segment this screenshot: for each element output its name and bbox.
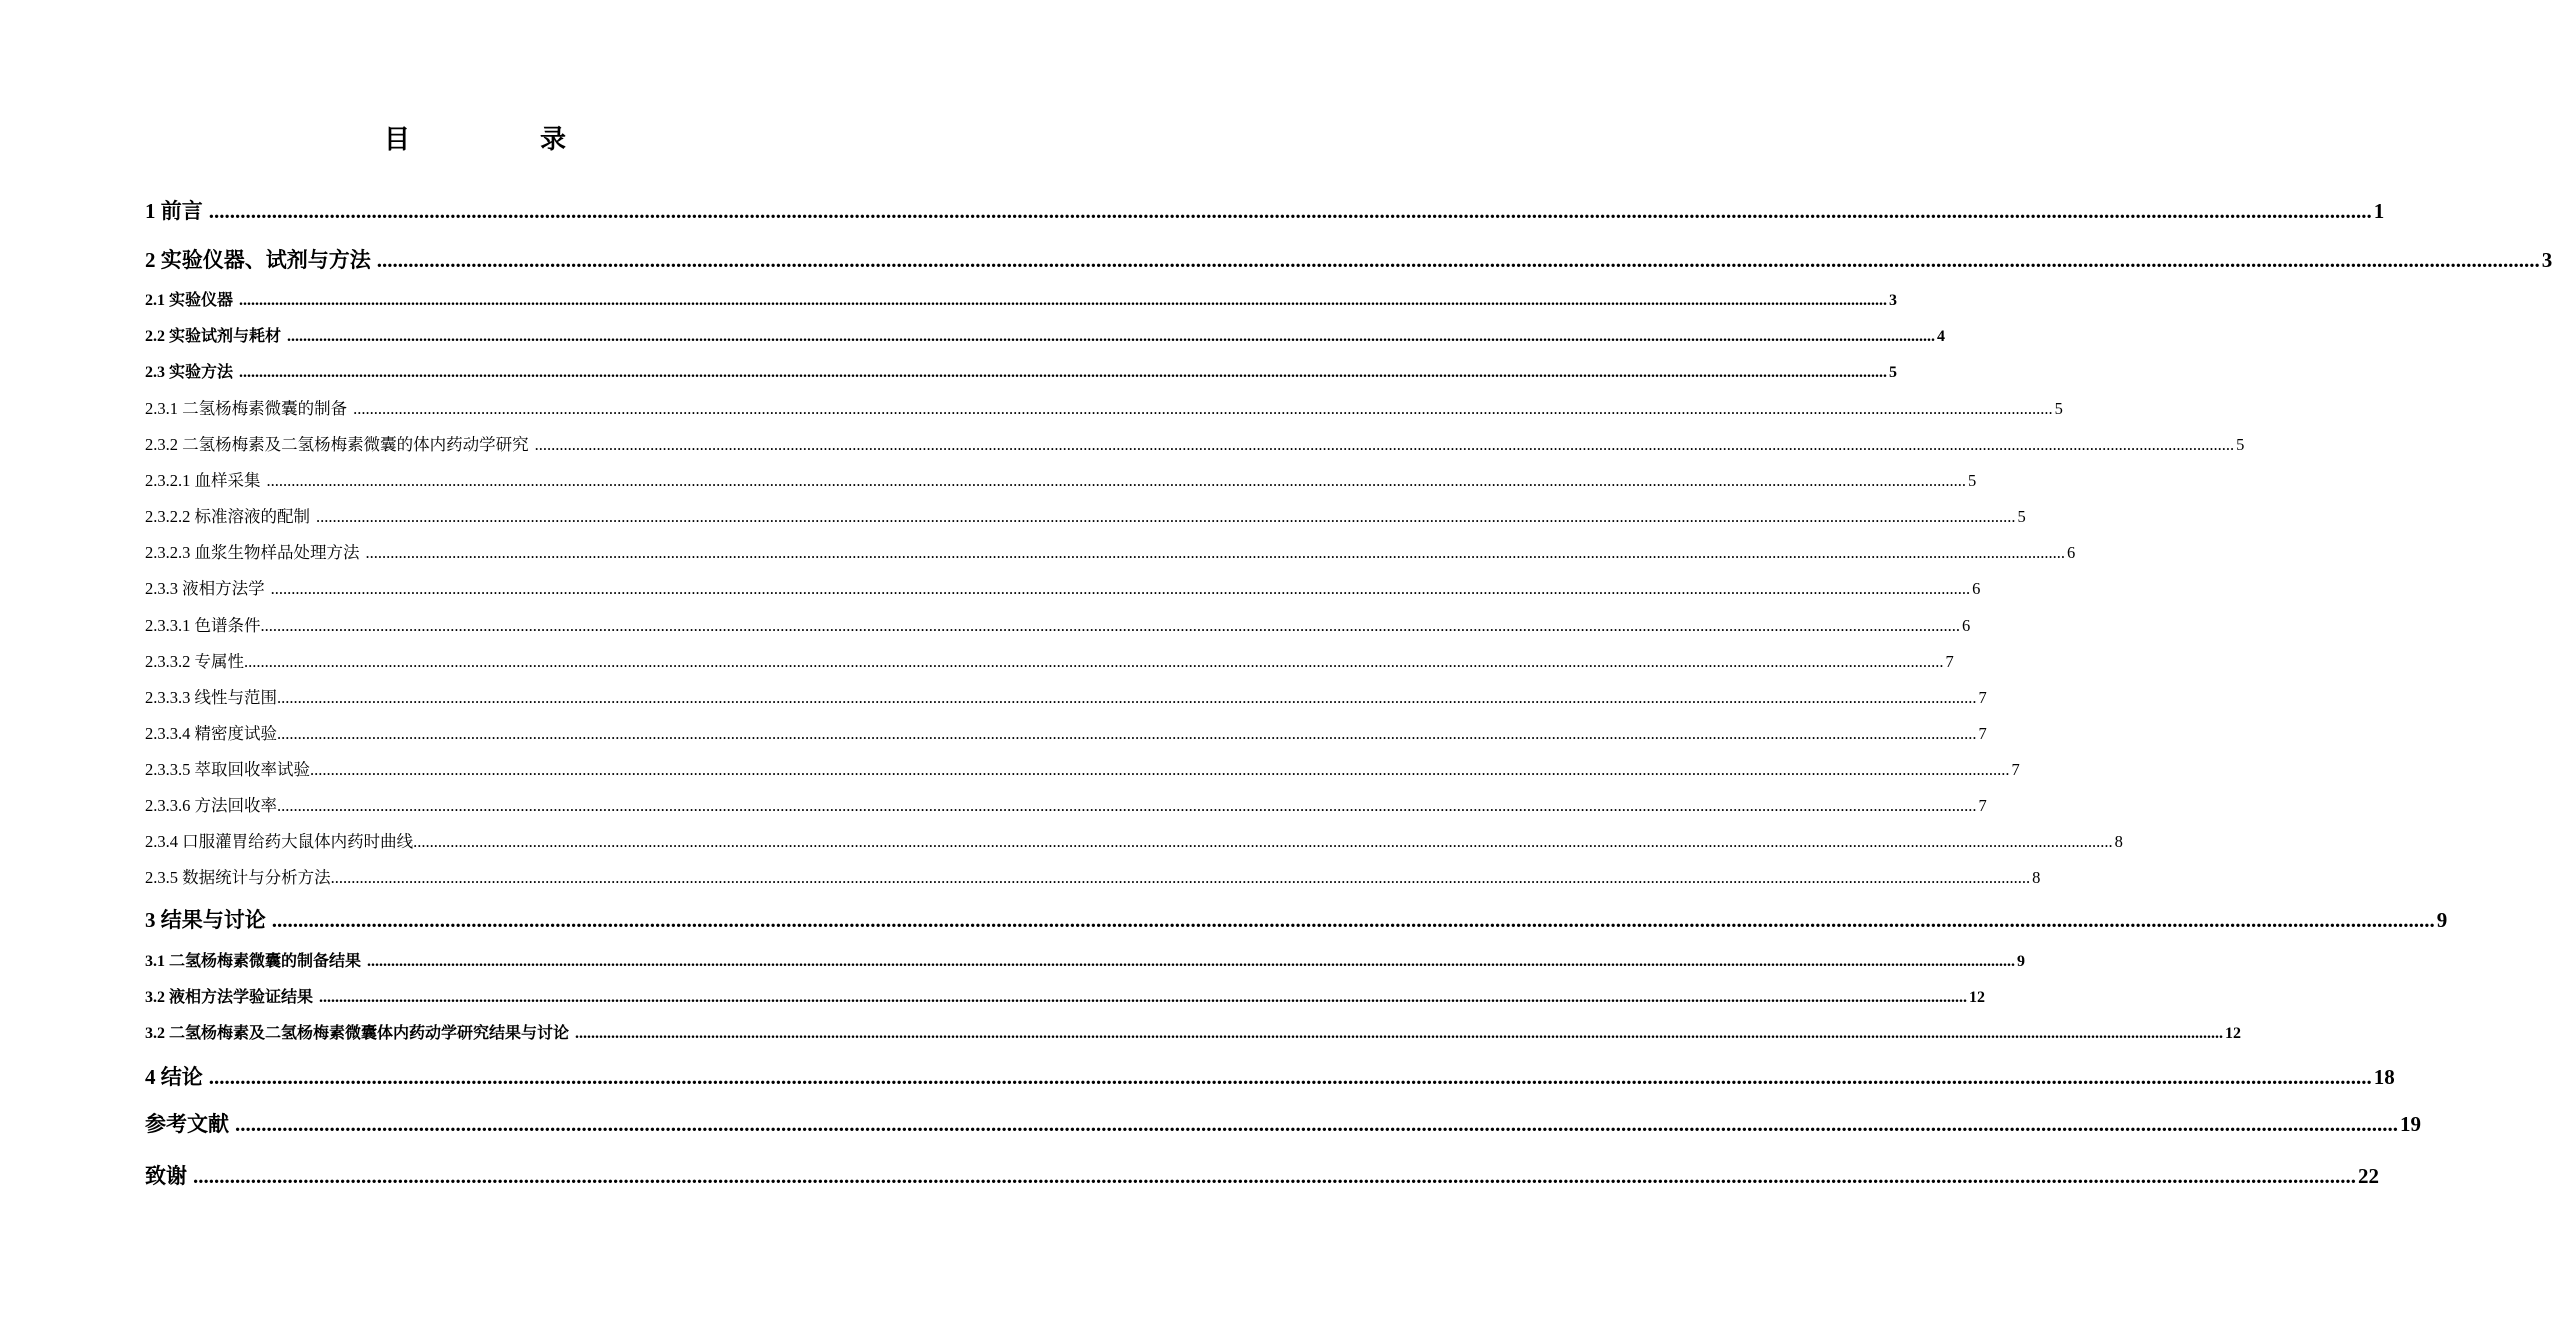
toc-entry-acknowledgements[interactable] bbox=[145, 1161, 2379, 1191]
toc-entry-2-3-3-3[interactable] bbox=[145, 686, 1987, 710]
dot-leader: ............................................................................................................................................................................................................................................................................................................................................................................................................................ bbox=[271, 908, 2435, 932]
toc-entry-2-3[interactable] bbox=[145, 361, 1898, 385]
toc-entry-2-1[interactable] bbox=[145, 289, 1898, 313]
toc-page-number: 5 bbox=[2236, 435, 2245, 454]
toc-page-number: 9 bbox=[2436, 908, 2448, 932]
toc-entry-4[interactable] bbox=[145, 1062, 2395, 1092]
toc-entry-2-2[interactable] bbox=[145, 325, 1946, 349]
toc-entry-3-2[interactable] bbox=[145, 986, 1986, 1010]
toc-entry-references[interactable] bbox=[145, 1109, 2421, 1139]
toc-page-number: 22 bbox=[2358, 1164, 2379, 1188]
toc-entry-1[interactable] bbox=[145, 196, 2385, 226]
toc-label: 2.3 实验方法 bbox=[145, 364, 234, 381]
toc-label: 1 前言 bbox=[145, 199, 203, 223]
toc-label: 2.3.3 液相方法学 bbox=[145, 579, 265, 598]
dot-leader: ............................................................................................................................................................................................................................................................................................................................................................................................................................ bbox=[235, 1112, 2398, 1136]
toc-entry-2-3-4[interactable] bbox=[145, 830, 2123, 854]
dot-leader: ............................................................................................................................................................................................................................................................................................................................................................................................................................ bbox=[316, 507, 2016, 526]
toc-page-number: 5 bbox=[2054, 399, 2063, 418]
toc-page-number: 6 bbox=[1962, 616, 1971, 635]
toc-page-number: 18 bbox=[2373, 1065, 2395, 1089]
toc-page-number: 6 bbox=[2067, 543, 2076, 562]
toc-label: 致谢 bbox=[145, 1164, 187, 1188]
dot-leader: ............................................................................................................................................................................................................................................................................................................................................................................................................................ bbox=[239, 364, 1888, 381]
toc-label: 2.3.3.1 色谱条件 bbox=[145, 616, 261, 635]
dot-leader: ............................................................................................................................................................................................................................................................................................................................................................................................................................ bbox=[319, 989, 1968, 1006]
toc-label: 2.3.2.3 血浆生物样品处理方法 bbox=[145, 543, 360, 562]
toc-label: 2.2 实验试剂与耗材 bbox=[145, 328, 282, 345]
toc-entry-2[interactable] bbox=[145, 245, 2552, 275]
toc-entry-3-2b[interactable] bbox=[145, 1022, 2242, 1046]
toc-entry-2-3-3-2[interactable] bbox=[145, 650, 1954, 674]
toc-page-number: 12 bbox=[2225, 1025, 2242, 1042]
dot-leader: ............................................................................................................................................................................................................................................................................................................................................................................................................................ bbox=[244, 652, 1944, 671]
dot-leader: ............................................................................................................................................................................................................................................................................................................................................................................................................................ bbox=[260, 616, 1960, 635]
toc-entry-2-3-3-4[interactable] bbox=[145, 722, 1987, 746]
toc-page-number: 8 bbox=[2032, 868, 2041, 887]
toc-entry-2-3-3[interactable] bbox=[145, 577, 1981, 601]
toc-page-number: 4 bbox=[1937, 328, 1946, 345]
dot-leader: ............................................................................................................................................................................................................................................................................................................................................................................................................................ bbox=[365, 543, 2065, 562]
toc-label: 2.1 实验仪器 bbox=[145, 292, 234, 309]
dot-leader: ............................................................................................................................................................................................................................................................................................................................................................................................................................ bbox=[353, 399, 2053, 418]
toc-label: 2 实验仪器、试剂与方法 bbox=[145, 248, 371, 272]
dot-leader: ............................................................................................................................................................................................................................................................................................................................................................................................................................ bbox=[413, 832, 2113, 851]
dot-leader: ............................................................................................................................................................................................................................................................................................................................................................................................................................ bbox=[277, 724, 1977, 743]
toc-label: 2.3.3.5 萃取回收率试验 bbox=[145, 760, 310, 779]
dot-leader: ............................................................................................................................................................................................................................................................................................................................................................................................................................ bbox=[277, 796, 1977, 815]
toc-entry-2-3-3-1[interactable] bbox=[145, 614, 1971, 638]
toc-page-number: 7 bbox=[1978, 796, 1987, 815]
dot-leader: ............................................................................................................................................................................................................................................................................................................................................................................................................................ bbox=[239, 292, 1888, 309]
toc-entry-3-1[interactable] bbox=[145, 950, 2026, 974]
dot-leader: ............................................................................................................................................................................................................................................................................................................................................................................................................................ bbox=[534, 435, 2235, 454]
toc-label: 2.3.2.2 标准溶液的配制 bbox=[145, 507, 310, 526]
dot-leader: ............................................................................................................................................................................................................................................................................................................................................................................................................................ bbox=[277, 688, 1977, 707]
toc-entry-2-3-2[interactable] bbox=[145, 433, 2245, 457]
dot-leader: ............................................................................................................................................................................................................................................................................................................................................................................................................................ bbox=[266, 471, 1966, 490]
toc-page-number: 9 bbox=[2017, 953, 2026, 970]
dot-leader: ............................................................................................................................................................................................................................................................................................................................................................................................................................ bbox=[575, 1025, 2224, 1042]
toc-label: 2.3.2.1 血样采集 bbox=[145, 471, 261, 490]
toc-page-number: 5 bbox=[2017, 507, 2026, 526]
dot-leader: ............................................................................................................................................................................................................................................................................................................................................................................................................................ bbox=[367, 953, 2016, 970]
toc-label: 2.3.1 二氢杨梅素微囊的制备 bbox=[145, 399, 348, 418]
toc-page-number: 19 bbox=[2400, 1112, 2421, 1136]
dot-leader: ............................................................................................................................................................................................................................................................................................................................................................................................................................ bbox=[208, 1065, 2372, 1089]
toc-page-number: 12 bbox=[1969, 989, 1986, 1006]
toc-label: 2.3.3.6 方法回收率 bbox=[145, 796, 277, 815]
toc-page-number: 3 bbox=[2541, 248, 2552, 272]
toc-label: 3.2 液相方法学验证结果 bbox=[145, 989, 314, 1006]
toc-page-number: 5 bbox=[1968, 471, 1977, 490]
dot-leader: ............................................................................................................................................................................................................................................................................................................................................................................................................................ bbox=[208, 199, 2372, 223]
toc-entry-2-3-1[interactable] bbox=[145, 397, 2063, 421]
dot-leader: ............................................................................................................................................................................................................................................................................................................................................................................................................................ bbox=[310, 760, 2010, 779]
toc-entry-2-3-2-2[interactable] bbox=[145, 505, 2026, 529]
toc-entry-2-3-3-6[interactable] bbox=[145, 794, 1987, 818]
toc-page-number: 6 bbox=[1972, 579, 1981, 598]
toc-label: 2.3.4 口服灌胃给药大鼠体内药时曲线 bbox=[145, 832, 414, 851]
toc-page-number: 7 bbox=[1945, 652, 1954, 671]
toc-page-number: 1 bbox=[2373, 199, 2385, 223]
toc-page-number: 7 bbox=[1978, 724, 1987, 743]
toc-label: 2.3.3.2 专属性 bbox=[145, 652, 244, 671]
dot-leader: ............................................................................................................................................................................................................................................................................................................................................................................................................................ bbox=[287, 328, 1936, 345]
toc-label: 2.3.3.4 精密度试验 bbox=[145, 724, 277, 743]
toc-entry-2-3-5[interactable] bbox=[145, 866, 2041, 890]
toc-label: 3 结果与讨论 bbox=[145, 908, 266, 932]
toc-page-number: 8 bbox=[2114, 832, 2123, 851]
dot-leader: ............................................................................................................................................................................................................................................................................................................................................................................................................................ bbox=[193, 1164, 2356, 1188]
toc-entry-3[interactable] bbox=[145, 905, 2448, 935]
dot-leader: ............................................................................................................................................................................................................................................................................................................................................................................................................................ bbox=[330, 868, 2031, 887]
toc-label: 参考文献 bbox=[145, 1112, 229, 1136]
toc-page-number: 5 bbox=[1889, 364, 1898, 381]
toc-entry-2-3-2-3[interactable] bbox=[145, 541, 2076, 565]
toc-page-number: 7 bbox=[2011, 760, 2020, 779]
toc-page-number: 3 bbox=[1889, 292, 1898, 309]
toc-label: 2.3.3.3 线性与范围 bbox=[145, 688, 277, 707]
toc-label: 2.3.5 数据统计与分析方法 bbox=[145, 868, 331, 887]
toc-entry-2-3-3-5[interactable] bbox=[145, 758, 2020, 782]
toc-label: 3.1 二氢杨梅素微囊的制备结果 bbox=[145, 953, 362, 970]
toc-entry-2-3-2-1[interactable] bbox=[145, 469, 1977, 493]
toc-page-number: 7 bbox=[1978, 688, 1987, 707]
toc-label: 4 结论 bbox=[145, 1065, 203, 1089]
dot-leader: ............................................................................................................................................................................................................................................................................................................................................................................................................................ bbox=[376, 248, 2540, 272]
page-title: 目 录 bbox=[383, 125, 618, 154]
toc-label: 3.2 二氢杨梅素及二氢杨梅素微囊体内药动学研究结果与讨论 bbox=[145, 1025, 570, 1042]
dot-leader: ............................................................................................................................................................................................................................................................................................................................................................................................................................ bbox=[270, 579, 1971, 598]
toc-label: 2.3.2 二氢杨梅素及二氢杨梅素微囊的体内药动学研究 bbox=[145, 435, 529, 454]
